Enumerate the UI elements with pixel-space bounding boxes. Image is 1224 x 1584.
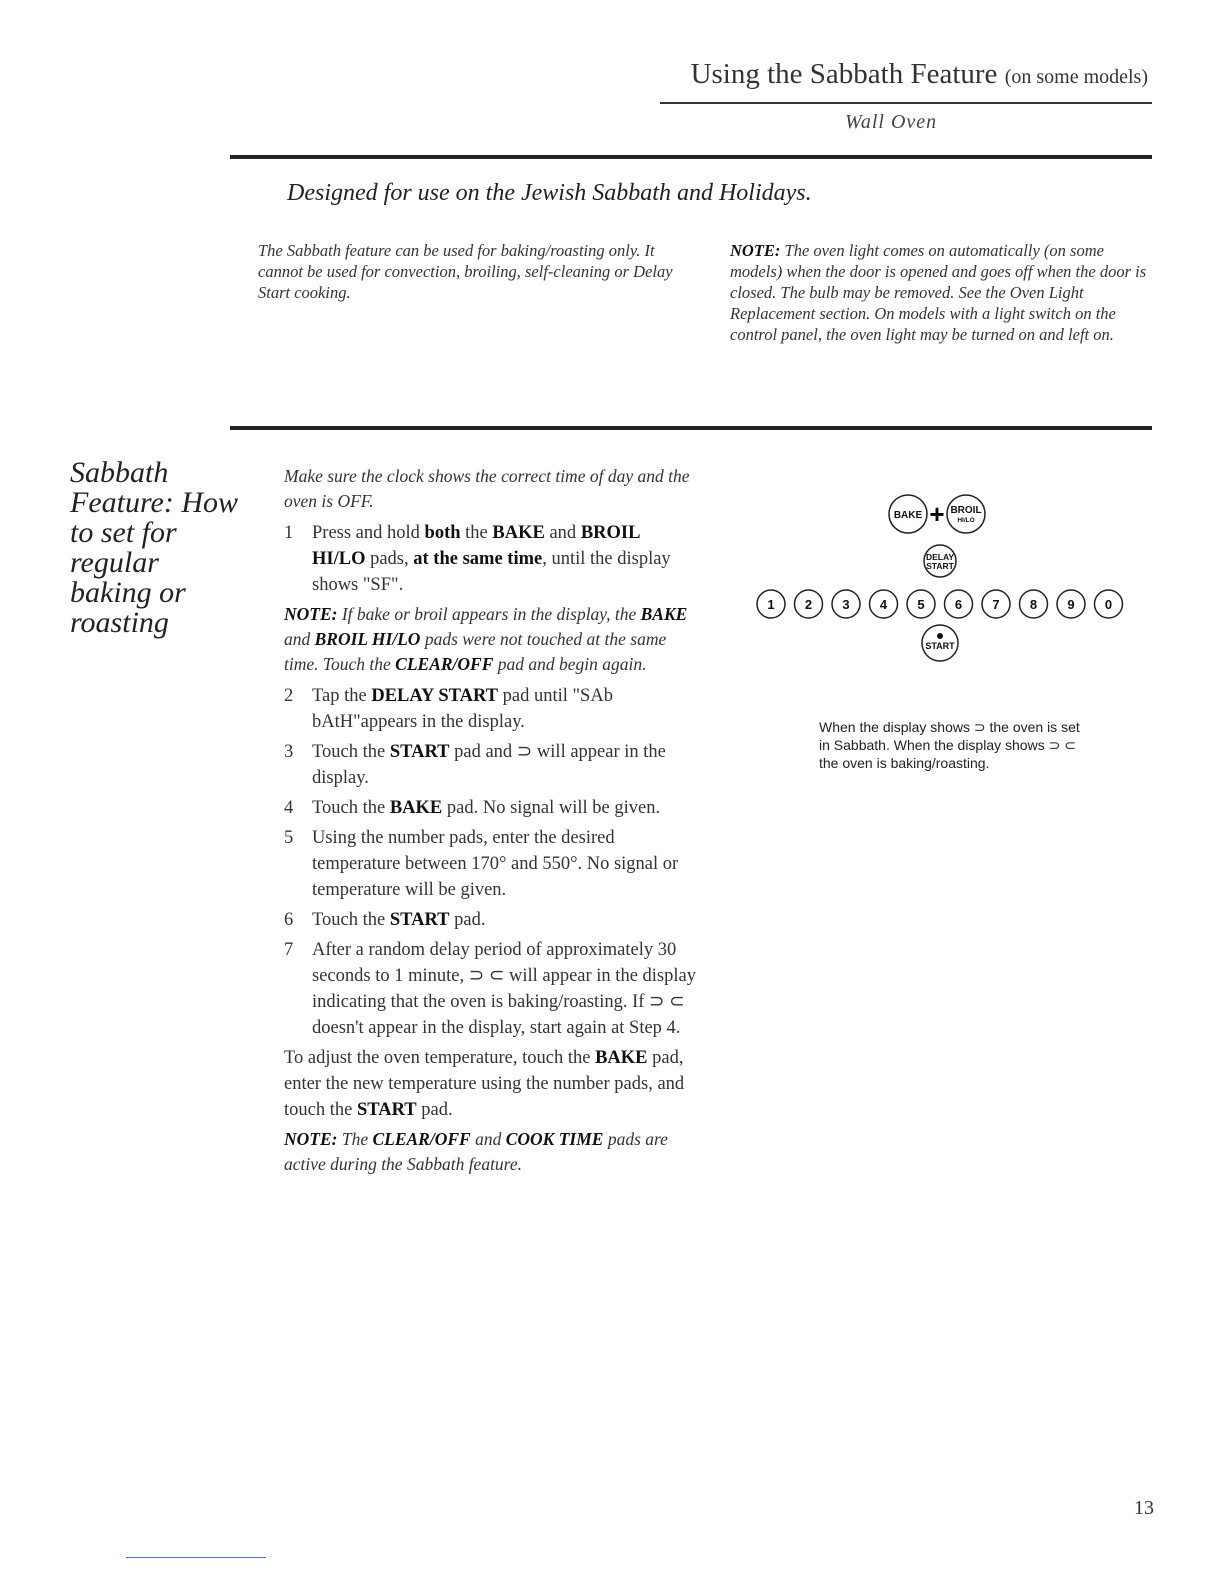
intro-note-label: NOTE: xyxy=(730,241,781,260)
svg-text:1: 1 xyxy=(767,597,775,612)
svg-text:4: 4 xyxy=(879,597,888,612)
side-heading: Sabbath Feature: How to set for regular baking or roasting xyxy=(70,456,239,639)
broil-pad xyxy=(947,495,985,533)
step-4: 4 Touch the BAKE pad. No signal will be given. xyxy=(284,798,661,818)
number-pads xyxy=(757,590,1123,618)
number-pad-9 xyxy=(1057,590,1085,618)
page-title xyxy=(691,58,1148,91)
svg-text:0: 0 xyxy=(1104,597,1113,612)
step-3: 3 Touch the START pad and ⊃ will appear in the display. xyxy=(284,742,666,788)
number-pad-3 xyxy=(832,590,860,618)
product-label: Wall Oven xyxy=(845,111,938,133)
header-rule xyxy=(660,102,1152,104)
adjust-paragraph: To adjust the oven temperature, touch the BAKE pad, enter the new temperature using the number pads, and touch the START pad. xyxy=(284,1048,685,1120)
svg-text:9: 9 xyxy=(1067,597,1075,612)
svg-text:5: 5 xyxy=(917,597,925,612)
svg-text:3: 3 xyxy=(842,597,850,612)
intro-note-text: The oven light comes on automatically (on some models) when the door is opened and goes off when the door is closed. The bulb may be removed. See the Oven Light Replacement section. On models with a light switch on the control panel, the oven light may be turned on and left on. xyxy=(730,241,1147,344)
number-pad-4 xyxy=(870,590,898,618)
footer-line xyxy=(126,1557,266,1558)
svg-text:HI/LO: HI/LO xyxy=(957,517,975,524)
step-6: 6 Touch the START pad. xyxy=(284,910,486,930)
step-5: 5 Using the number pads, enter the desired temperature between 170° and 550°. No signal or temperature will be given. xyxy=(284,828,679,900)
svg-text:START: START xyxy=(925,641,955,651)
svg-text:START: START xyxy=(926,561,954,571)
svg-text:2: 2 xyxy=(804,597,813,612)
step-7: 7 After a random delay period of approximately 30 seconds to 1 minute, ⊃ ⊂ will appear in the display indicating that the oven is baking/roasting. If ⊃ ⊂ doesn't appear in the display, start again at Step 4. xyxy=(284,940,696,1038)
number-pad-1 xyxy=(757,590,785,618)
number-pad-8 xyxy=(1020,590,1048,618)
svg-text:6: 6 xyxy=(954,597,963,612)
instructions xyxy=(284,464,696,1177)
intro-note xyxy=(730,240,1150,345)
step-1: 1 Press and hold both the BAKE and BROIL HI/LO pads, at the same time, until the display shows "SF". xyxy=(284,523,671,595)
title-sub: (on some models) xyxy=(1004,66,1148,88)
svg-text:BAKE: BAKE xyxy=(893,510,923,521)
svg-text:BROIL: BROIL xyxy=(950,505,982,516)
keypad-diagram xyxy=(750,480,1130,680)
intro-left: The Sabbath feature can be used for baking/roasting only. It cannot be used for convection, broiling, self-cleaning or Delay Start cooking. xyxy=(258,241,673,302)
start-pad xyxy=(922,625,958,661)
svg-text:DELAY: DELAY xyxy=(925,552,955,562)
number-pad-0 xyxy=(1095,590,1123,618)
title-main: Using the Sabbath Feature xyxy=(690,58,998,90)
note-2: NOTE: The CLEAR/OFF and COOK TIME pads are active during the Sabbath feature. xyxy=(284,1129,668,1174)
number-pad-7 xyxy=(982,590,1010,618)
step-2: 2 Tap the DELAY START pad until "SAb bAtH"appears in the display. xyxy=(284,686,613,732)
diagram-caption: When the display shows ⊃ the oven is set in Sabbath. When the display shows ⊃ ⊂ the oven is baking/roasting. xyxy=(819,719,1080,771)
note-1: NOTE: If bake or broil appears in the display, the BAKE and BROIL HI/LO pads were not touched at the same time. Touch the CLEAR/OFF pad and begin again. xyxy=(284,604,688,674)
page-number: 13 xyxy=(1134,1497,1154,1519)
tagline: Designed for use on the Jewish Sabbath and Holidays. xyxy=(287,180,812,206)
number-pad-2 xyxy=(795,590,823,618)
delay-start-pad xyxy=(924,545,956,577)
bake-pad xyxy=(889,495,927,533)
svg-text:7: 7 xyxy=(992,597,1000,612)
number-pad-5 xyxy=(907,590,935,618)
svg-text:8: 8 xyxy=(1029,597,1038,612)
section-rule-mid xyxy=(230,426,1152,430)
section-rule-top xyxy=(230,155,1152,159)
number-pad-6 xyxy=(945,590,973,618)
pre-instruction: Make sure the clock shows the correct time of day and the oven is OFF. xyxy=(284,466,690,511)
plus-sign: + xyxy=(929,499,945,529)
